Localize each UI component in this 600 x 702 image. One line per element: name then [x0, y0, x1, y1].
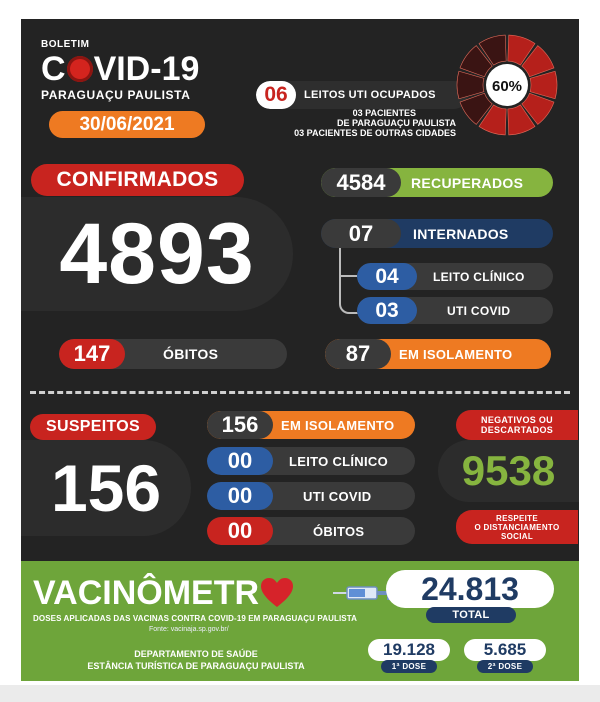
- date-badge: 30/06/2021: [49, 111, 205, 138]
- suspeitos-leito-clinico-pill: 00 LEITO CLÍNICO: [207, 447, 415, 475]
- boletim-label: BOLETIM: [41, 39, 90, 50]
- suspeitos-label: SUSPEITOS: [30, 414, 156, 440]
- vacinometro-section: [21, 561, 579, 681]
- vacinometro-subtitle: DOSES APLICADAS DAS VACINAS CONTRA COVID-19 EM PARAGUAÇU PAULISTA: [33, 614, 357, 623]
- total-label: TOTAL: [426, 607, 516, 623]
- syringe-icon: [333, 583, 393, 603]
- suspeitos-uti-covid-pill: 00 UTI COVID: [207, 482, 415, 510]
- em-isolamento-pill: 87 EM ISOLAMENTO: [325, 339, 551, 369]
- department-text: DEPARTAMENTO DE SAÚDE ESTÂNCIA TURÍSTICA DE PARAGUAÇU PAULISTA: [87, 649, 305, 671]
- covid-title: C VID-19: [41, 50, 200, 88]
- recuperados-pill: 4584 RECUPERADOS: [321, 168, 553, 197]
- header: [41, 39, 241, 102]
- virus-icon: [67, 56, 93, 82]
- dose1-label: 1ª DOSE: [381, 660, 437, 673]
- suspeitos-value: 156: [50, 451, 162, 525]
- vacinometro-source: Fonte: vacinaja.sp.gov.br/: [149, 626, 229, 633]
- heart-icon: [260, 577, 294, 609]
- uti-occupied-pill: 06 LEITOS UTI OCUPADOS: [256, 81, 468, 109]
- suspeitos-isolamento-pill: 156 EM ISOLAMENTO: [207, 411, 415, 439]
- city-label: PARAGUAÇU PAULISTA: [41, 88, 191, 102]
- uti-gauge: [453, 31, 561, 139]
- uti-origin-text: 03 PACIENTES DE PARAGUAÇU PAULISTA 03 PACIENTES DE OUTRAS CIDADES: [294, 108, 456, 138]
- vacinometro-title: VACINÔMETR: [33, 575, 294, 611]
- internados-pill: 07 INTERNADOS: [321, 219, 553, 248]
- confirmados-value: 4893: [59, 205, 255, 302]
- suspeitos-obitos-pill: 00 ÓBITOS: [207, 517, 415, 545]
- total-doses-pill: 24.813: [386, 570, 554, 608]
- obitos-pill: 147 ÓBITOS: [59, 339, 287, 369]
- gauge-percent: 60%: [491, 78, 523, 95]
- dose2-pill: 5.685: [464, 639, 546, 661]
- negativos-value: 9538: [461, 447, 556, 494]
- distanciamento-note: RESPEITE O DISTANCIAMENTO SOCIAL: [456, 510, 578, 544]
- leito-clinico-pill: 04 LEITO CLÍNICO: [357, 263, 553, 290]
- confirmados-label: CONFIRMADOS: [31, 164, 244, 196]
- suspeitos-panel: [21, 440, 191, 536]
- dose2-label: 2ª DOSE: [477, 660, 533, 673]
- negativos-label: NEGATIVOS OU DESCARTADOS: [456, 410, 578, 440]
- uti-covid-pill: 03 UTI COVID: [357, 297, 553, 324]
- section-divider: [30, 391, 570, 394]
- tree-connector: [339, 248, 359, 314]
- dose1-pill: 19.128: [368, 639, 450, 661]
- confirmados-panel: [21, 197, 293, 311]
- negativos-panel: [438, 440, 579, 502]
